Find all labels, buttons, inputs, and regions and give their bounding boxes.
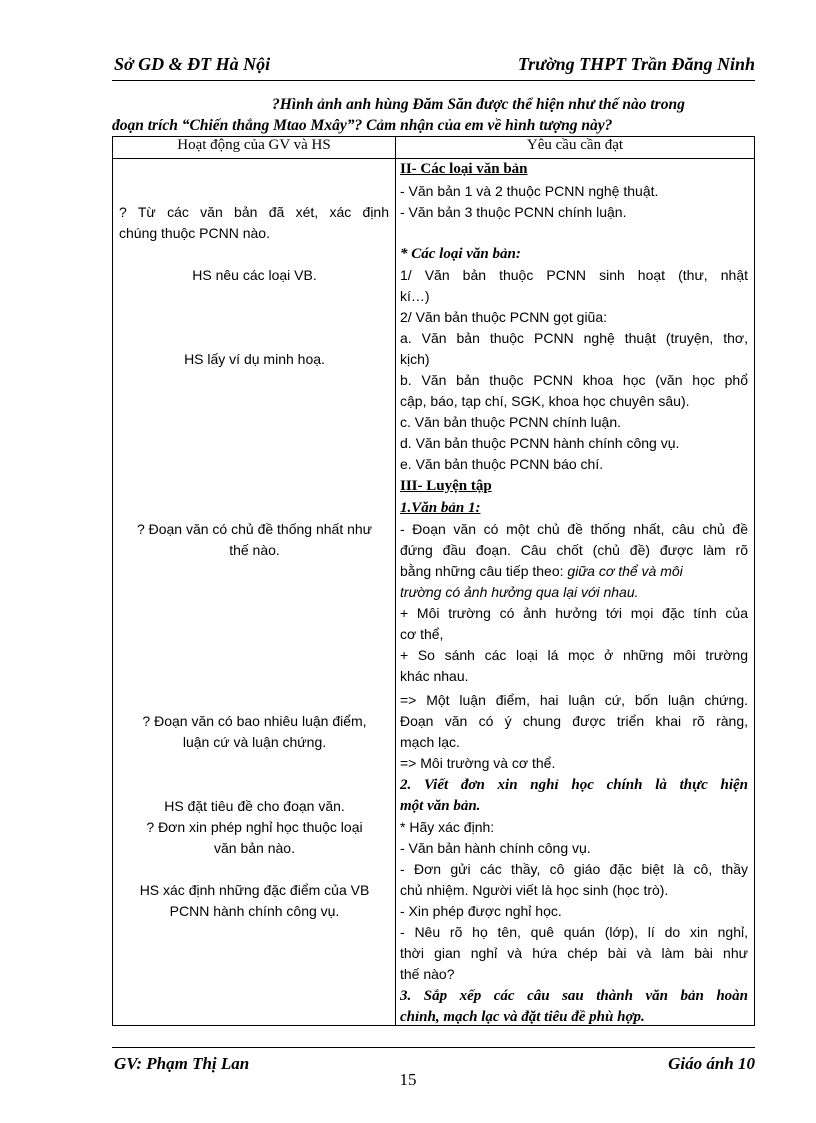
section-heading: III- Luyện tập [400,478,492,494]
question-line: ?Hình ảnh anh hùng Đăm Săn được thể hiện như thế nào trong [272,96,685,113]
activity-line: văn bản nào. [214,840,295,856]
activity-line: HS xác định những đặc điểm của VB [139,882,370,898]
requirement-line: cơ thể, [400,626,444,642]
discussion-question [112,94,748,136]
requirement-line: thời gian nghỉ và hứa chép bài và làm bài như [400,945,748,961]
requirement-line: - Văn bản hành chính công vụ. [400,840,591,856]
activity-line: HS lấy ví dụ minh hoạ. [184,351,325,367]
activity-line: luận cứ và luận chứng. [182,734,327,750]
activity-line: PCNN hành chính công vụ. [169,903,340,919]
table-header-row [113,137,755,159]
activity-line: chúng thuộc PCNN nào. [119,225,270,241]
requirement-line: * Hãy xác định: [400,819,495,835]
requirement-line: c. Văn bản thuộc PCNN chính luận. [400,414,622,430]
requirement-line: mạch lạc. [400,734,460,750]
activity-line: HS đặt tiêu đề cho đoạn văn. [164,798,345,814]
requirement-line: a. Văn bản thuộc PCNN nghệ thuật (truyện, thơ, [400,330,748,346]
column-header-requirements: Yêu cầu cần đạt [396,137,755,159]
question-line: đoạn trích “Chiến thắng Mtao Mxây”? Cảm nhận của em về hình tượng này? [112,117,613,134]
requirement-line: d. Văn bản thuộc PCNN hành chính công vụ. [400,435,680,451]
requirement-line: kịch) [400,351,430,367]
subheading: * Các loại văn bản: [400,246,521,262]
requirement-line: - Nêu rõ họ tên, quê quán (lớp), lí do xin nghỉ, [400,924,748,940]
requirement-line: => Môi trường và cơ thể. [400,755,556,771]
subheading: chỉnh, mạch lạc và đặt tiêu đề phù hợp. [400,1009,645,1025]
activity-line: thế nào. [229,542,280,558]
activity-line: HS nêu các loại VB. [192,267,317,283]
header-school: Trường THPT Trần Đăng Ninh [517,54,755,74]
requirement-line: cập, báo, tạp chí, SGK, khoa học chuyên sâu). [400,393,690,409]
requirement-line: 1/ Văn bản thuộc PCNN sinh hoạt (thư, nhật [400,267,748,283]
italic-quote: giữa cơ thể và môi [567,563,683,579]
requirement-line: b. Văn bản thuộc PCNN khoa học (văn học phổ [400,372,748,388]
requirements-cell [396,159,755,1026]
activities-cell [113,159,396,1026]
requirement-line: thế nào? [400,966,455,982]
requirement-line: - Đơn gửi các thầy, cô giáo đặc biệt là cô, thầy [400,861,748,877]
activity-line: ? Đoạn văn có chủ đề thống nhất như [136,521,373,537]
requirement-line: - Xin phép được nghỉ học. [400,903,562,919]
requirement-line: - Đoạn văn có một chủ đề thống nhất, câu chủ đề [400,521,748,537]
requirement-line: kí…) [400,288,430,304]
header-department: Sở GD & ĐT Hà Nội [114,54,271,74]
requirement-line: + Môi trường có ảnh hưởng tới mọi đặc tính của [400,605,748,621]
subheading: 3. Sắp xếp các câu sau thành văn bản hoàn [400,988,748,1004]
requirement-line: bằng những câu tiếp theo: giữa cơ thể và môi [400,563,683,579]
table-body-row [113,159,755,1026]
footer-subject: Giáo ánh 10 [668,1054,755,1073]
page-header [112,54,755,81]
requirement-line: e. Văn bản thuộc PCNN báo chí. [400,456,604,472]
requirement-line: - Văn bản 3 thuộc PCNN chính luận. [400,204,627,220]
column-header-activities: Hoạt động của GV và HS [113,137,396,159]
lesson-table [112,136,755,1026]
requirement-line: => Một luận điểm, hai luận cứ, bốn luận chứng. [400,692,748,708]
requirement-line: trường có ảnh hưởng qua lại với nhau. [400,584,639,600]
subheading: 1.Văn bản 1: [400,500,481,516]
activity-line: ? Đoạn văn có bao nhiêu luận điểm, [142,713,367,729]
requirement-line: chủ nhiệm. Người viết là học sinh (học trò). [400,882,669,898]
requirement-line: đứng đầu đoạn. Câu chốt (chủ đề) được làm rõ [400,542,748,558]
requirement-line: Đoạn văn có ý chung được triển khai rõ ràng, [400,713,748,729]
requirement-line: - Văn bản 1 và 2 thuộc PCNN nghệ thuật. [400,183,659,199]
footer-teacher: GV: Phạm Thị Lan [114,1054,250,1073]
subheading: một văn bản. [400,798,481,814]
page-number: 15 [399,1070,417,1089]
requirement-line: 2/ Văn bản thuộc PCNN gọt giũa: [400,309,608,325]
requirement-line: + So sánh các loại lá mọc ở những môi trường [400,647,748,663]
subheading: 2. Viết đơn xin nghỉ học chính là thực hiện [400,777,748,793]
section-heading: II- Các loại văn bản [400,161,528,177]
activity-line: ? Từ các văn bản đã xét, xác định [119,204,389,220]
requirement-line: khác nhau. [400,668,469,684]
activity-line: ? Đơn xin phép nghỉ học thuộc loại [146,819,363,835]
